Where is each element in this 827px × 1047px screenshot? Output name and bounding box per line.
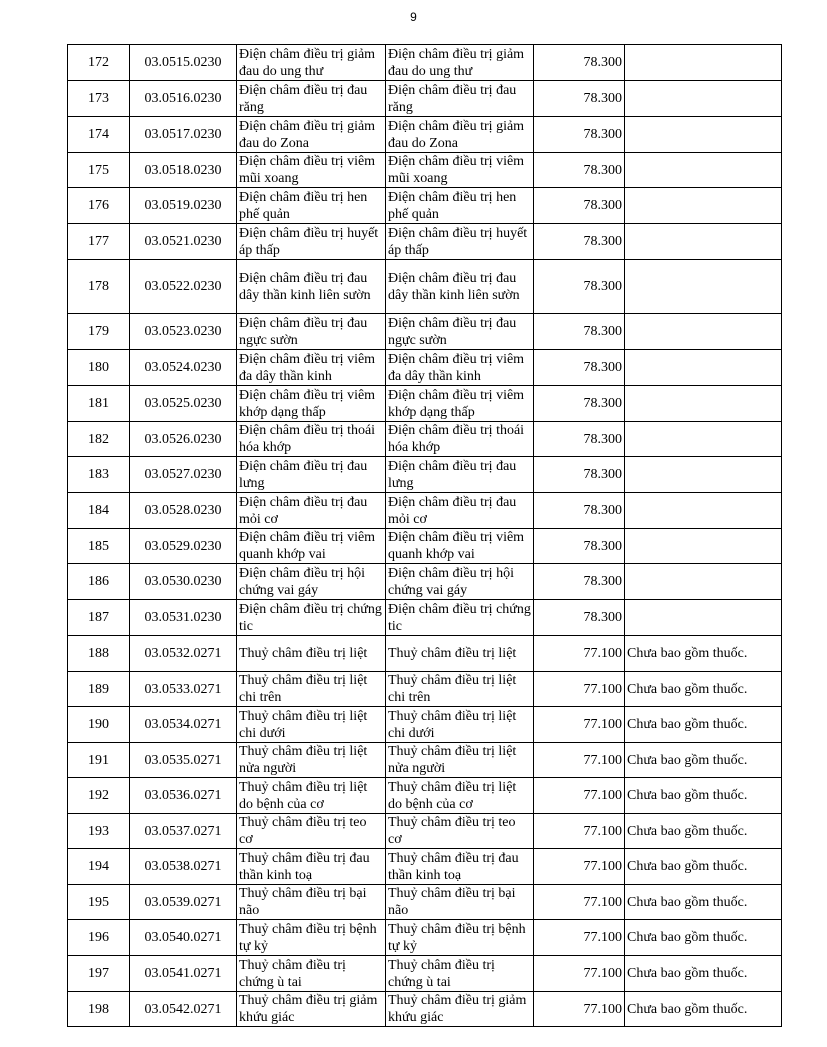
service-code: 03.0541.0271	[130, 956, 237, 992]
service-name: Điện châm điều trị giảm đau do Zona	[237, 117, 386, 153]
service-note	[625, 117, 782, 153]
service-note: Chưa bao gồm thuốc.	[625, 814, 782, 849]
table-row	[68, 314, 782, 350]
service-note	[625, 314, 782, 350]
service-price: 78.300	[534, 153, 625, 188]
row-number: 185	[68, 529, 130, 564]
service-price: 78.300	[534, 422, 625, 457]
table-row	[68, 457, 782, 493]
service-name: Điện châm điều trị viêm quanh khớp vai	[237, 529, 386, 564]
row-number: 192	[68, 778, 130, 814]
service-name: Thuỷ châm điều trị giảm khứu giác	[237, 992, 386, 1027]
service-name-alt: Điện châm điều trị thoái hóa khớp	[386, 422, 534, 457]
service-name: Điện châm điều trị viêm đa dây thần kinh	[237, 350, 386, 386]
row-number: 173	[68, 81, 130, 117]
service-name-alt: Điện châm điều trị chứng tic	[386, 600, 534, 636]
service-name-alt: Điện châm điều trị viêm khớp dạng thấp	[386, 386, 534, 422]
service-name: Thuỷ châm điều trị bệnh tự kỷ	[237, 920, 386, 956]
service-code: 03.0526.0230	[130, 422, 237, 457]
service-note	[625, 564, 782, 600]
row-number: 178	[68, 260, 130, 314]
table-row	[68, 600, 782, 636]
service-note	[625, 81, 782, 117]
service-note	[625, 600, 782, 636]
service-note	[625, 153, 782, 188]
service-code: 03.0516.0230	[130, 81, 237, 117]
service-note: Chưa bao gồm thuốc.	[625, 992, 782, 1027]
row-number: 181	[68, 386, 130, 422]
service-note	[625, 45, 782, 81]
service-name-alt: Điện châm điều trị huyết áp thấp	[386, 224, 534, 260]
service-note: Chưa bao gồm thuốc.	[625, 743, 782, 778]
service-name-alt: Điện châm điều trị đau dây thần kinh liên sườn	[386, 260, 534, 314]
service-price: 77.100	[534, 885, 625, 920]
service-code: 03.0539.0271	[130, 885, 237, 920]
service-code: 03.0534.0271	[130, 707, 237, 743]
service-name-alt: Thuỷ châm điều trị liệt	[386, 636, 534, 672]
row-number: 187	[68, 600, 130, 636]
table-row	[68, 529, 782, 564]
table-row	[68, 956, 782, 992]
row-number: 172	[68, 45, 130, 81]
service-note	[625, 350, 782, 386]
service-name: Điện châm điều trị đau lưng	[237, 457, 386, 493]
page-number: 9	[410, 10, 417, 24]
table-row	[68, 81, 782, 117]
table-row	[68, 386, 782, 422]
service-name: Thuỷ châm điều trị chứng ù tai	[237, 956, 386, 992]
service-price: 78.300	[534, 564, 625, 600]
service-price: 78.300	[534, 457, 625, 493]
service-note	[625, 386, 782, 422]
service-code: 03.0521.0230	[130, 224, 237, 260]
table-row	[68, 849, 782, 885]
table-row	[68, 260, 782, 314]
table-row	[68, 743, 782, 778]
service-note: Chưa bao gồm thuốc.	[625, 672, 782, 707]
service-code: 03.0532.0271	[130, 636, 237, 672]
service-note: Chưa bao gồm thuốc.	[625, 920, 782, 956]
table-row	[68, 885, 782, 920]
row-number: 196	[68, 920, 130, 956]
row-number: 190	[68, 707, 130, 743]
table-row	[68, 153, 782, 188]
service-note	[625, 457, 782, 493]
row-number: 193	[68, 814, 130, 849]
service-name: Thuỷ châm điều trị teo cơ	[237, 814, 386, 849]
service-note: Chưa bao gồm thuốc.	[625, 956, 782, 992]
service-price: 77.100	[534, 849, 625, 885]
service-price: 78.300	[534, 45, 625, 81]
row-number: 175	[68, 153, 130, 188]
row-number: 179	[68, 314, 130, 350]
service-code: 03.0524.0230	[130, 350, 237, 386]
row-number: 197	[68, 956, 130, 992]
service-code: 03.0536.0271	[130, 778, 237, 814]
table-row	[68, 493, 782, 529]
service-note	[625, 260, 782, 314]
table-row	[68, 778, 782, 814]
service-name: Điện châm điều trị đau ngực sườn	[237, 314, 386, 350]
service-name-alt: Thuỷ châm điều trị liệt nửa người	[386, 743, 534, 778]
service-name: Điện châm điều trị giảm đau do ung thư	[237, 45, 386, 81]
service-code: 03.0523.0230	[130, 314, 237, 350]
service-name-alt: Điện châm điều trị đau lưng	[386, 457, 534, 493]
service-code: 03.0530.0230	[130, 564, 237, 600]
service-code: 03.0527.0230	[130, 457, 237, 493]
table-body	[68, 45, 782, 1027]
service-name: Điện châm điều trị thoái hóa khớp	[237, 422, 386, 457]
service-price: 78.300	[534, 117, 625, 153]
table-row	[68, 564, 782, 600]
row-number: 177	[68, 224, 130, 260]
table-row	[68, 707, 782, 743]
service-code: 03.0517.0230	[130, 117, 237, 153]
service-name-alt: Thuỷ châm điều trị đau thần kinh toạ	[386, 849, 534, 885]
service-note: Chưa bao gồm thuốc.	[625, 849, 782, 885]
table-row	[68, 992, 782, 1027]
service-code: 03.0542.0271	[130, 992, 237, 1027]
service-name-alt: Điện châm điều trị viêm quanh khớp vai	[386, 529, 534, 564]
table-row	[68, 920, 782, 956]
service-code: 03.0518.0230	[130, 153, 237, 188]
service-note: Chưa bao gồm thuốc.	[625, 778, 782, 814]
service-code: 03.0515.0230	[130, 45, 237, 81]
service-name-alt: Thuỷ châm điều trị chứng ù tai	[386, 956, 534, 992]
row-number: 188	[68, 636, 130, 672]
service-name-alt: Điện châm điều trị đau răng	[386, 81, 534, 117]
table-row	[68, 636, 782, 672]
table-row	[68, 45, 782, 81]
table-row	[68, 224, 782, 260]
service-price: 78.300	[534, 260, 625, 314]
service-price: 77.100	[534, 636, 625, 672]
row-number: 176	[68, 188, 130, 224]
table-row	[68, 350, 782, 386]
row-number: 174	[68, 117, 130, 153]
service-name: Thuỷ châm điều trị liệt nửa người	[237, 743, 386, 778]
service-price: 77.100	[534, 778, 625, 814]
table-row	[68, 672, 782, 707]
service-code: 03.0538.0271	[130, 849, 237, 885]
row-number: 182	[68, 422, 130, 457]
service-name-alt: Thuỷ châm điều trị teo cơ	[386, 814, 534, 849]
service-price: 77.100	[534, 672, 625, 707]
service-name-alt: Điện châm điều trị đau mỏi cơ	[386, 493, 534, 529]
table-row	[68, 814, 782, 849]
service-price: 77.100	[534, 743, 625, 778]
row-number: 183	[68, 457, 130, 493]
service-price: 78.300	[534, 81, 625, 117]
service-note	[625, 493, 782, 529]
service-note	[625, 529, 782, 564]
service-code: 03.0531.0230	[130, 600, 237, 636]
service-price: 78.300	[534, 224, 625, 260]
service-price: 78.300	[534, 529, 625, 564]
service-name-alt: Điện châm điều trị viêm đa dây thần kinh	[386, 350, 534, 386]
row-number: 198	[68, 992, 130, 1027]
service-note	[625, 422, 782, 457]
service-name-alt: Điện châm điều trị giảm đau do Zona	[386, 117, 534, 153]
service-name: Thuỷ châm điều trị liệt chi dưới	[237, 707, 386, 743]
service-name: Thuỷ châm điều trị đau thần kinh toạ	[237, 849, 386, 885]
row-number: 186	[68, 564, 130, 600]
service-name: Thuỷ châm điều trị liệt	[237, 636, 386, 672]
service-price: 78.300	[534, 188, 625, 224]
service-name-alt: Thuỷ châm điều trị bại não	[386, 885, 534, 920]
service-note: Chưa bao gồm thuốc.	[625, 885, 782, 920]
row-number: 189	[68, 672, 130, 707]
service-name: Điện châm điều trị đau răng	[237, 81, 386, 117]
service-price-table	[67, 44, 782, 1027]
service-code: 03.0535.0271	[130, 743, 237, 778]
service-name-alt: Thuỷ châm điều trị liệt chi dưới	[386, 707, 534, 743]
service-note	[625, 188, 782, 224]
service-name: Thuỷ châm điều trị liệt do bệnh của cơ	[237, 778, 386, 814]
service-name-alt: Thuỷ châm điều trị giảm khứu giác	[386, 992, 534, 1027]
service-name-alt: Thuỷ châm điều trị bệnh tự kỷ	[386, 920, 534, 956]
service-name: Điện châm điều trị huyết áp thấp	[237, 224, 386, 260]
row-number: 194	[68, 849, 130, 885]
service-code: 03.0533.0271	[130, 672, 237, 707]
service-code: 03.0522.0230	[130, 260, 237, 314]
row-number: 191	[68, 743, 130, 778]
service-code: 03.0537.0271	[130, 814, 237, 849]
service-price: 78.300	[534, 493, 625, 529]
service-price: 78.300	[534, 314, 625, 350]
service-name-alt: Điện châm điều trị giảm đau do ung thư	[386, 45, 534, 81]
row-number: 184	[68, 493, 130, 529]
service-name-alt: Điện châm điều trị hội chứng vai gáy	[386, 564, 534, 600]
table-row	[68, 188, 782, 224]
service-price: 77.100	[534, 707, 625, 743]
table-row	[68, 117, 782, 153]
service-note: Chưa bao gồm thuốc.	[625, 636, 782, 672]
service-name: Điện châm điều trị đau dây thần kinh liên sườn	[237, 260, 386, 314]
service-name: Thuỷ châm điều trị liệt chi trên	[237, 672, 386, 707]
service-code: 03.0519.0230	[130, 188, 237, 224]
service-price: 78.300	[534, 600, 625, 636]
service-name-alt: Điện châm điều trị đau ngực sườn	[386, 314, 534, 350]
service-price: 78.300	[534, 350, 625, 386]
service-note	[625, 224, 782, 260]
service-price: 77.100	[534, 956, 625, 992]
service-name: Điện châm điều trị đau mỏi cơ	[237, 493, 386, 529]
service-code: 03.0525.0230	[130, 386, 237, 422]
service-name-alt: Thuỷ châm điều trị liệt chi trên	[386, 672, 534, 707]
service-code: 03.0528.0230	[130, 493, 237, 529]
service-price: 78.300	[534, 386, 625, 422]
service-name: Điện châm điều trị chứng tic	[237, 600, 386, 636]
service-name: Thuỷ châm điều trị bại não	[237, 885, 386, 920]
row-number: 195	[68, 885, 130, 920]
service-name-alt: Điện châm điều trị viêm mũi xoang	[386, 153, 534, 188]
row-number: 180	[68, 350, 130, 386]
service-name: Điện châm điều trị hội chứng vai gáy	[237, 564, 386, 600]
service-price: 77.100	[534, 992, 625, 1027]
service-price: 77.100	[534, 920, 625, 956]
service-name: Điện châm điều trị viêm mũi xoang	[237, 153, 386, 188]
table-row	[68, 422, 782, 457]
service-name: Điện châm điều trị hen phế quản	[237, 188, 386, 224]
service-price: 77.100	[534, 814, 625, 849]
service-name-alt: Điện châm điều trị hen phế quản	[386, 188, 534, 224]
service-name-alt: Thuỷ châm điều trị liệt do bệnh của cơ	[386, 778, 534, 814]
service-code: 03.0540.0271	[130, 920, 237, 956]
service-code: 03.0529.0230	[130, 529, 237, 564]
service-name: Điện châm điều trị viêm khớp dạng thấp	[237, 386, 386, 422]
service-note: Chưa bao gồm thuốc.	[625, 707, 782, 743]
